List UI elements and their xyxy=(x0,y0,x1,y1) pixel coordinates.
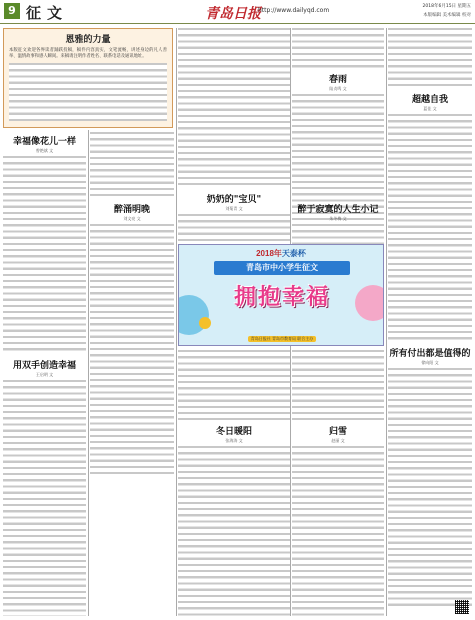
article-byline: 曾艳斌 文 xyxy=(35,148,54,153)
page-header xyxy=(0,0,475,24)
notice-title: 恩雅的力量 xyxy=(65,35,111,45)
column-divider xyxy=(176,28,177,616)
banner-organizers: 青岛日报社 青岛市教育局 联合主办 xyxy=(248,336,317,342)
article-body xyxy=(90,132,174,198)
article-body xyxy=(178,214,290,242)
article-title: 幸福像花儿一样 xyxy=(12,137,76,147)
article-body xyxy=(292,446,384,616)
column-divider xyxy=(88,130,89,616)
column-3-bottom xyxy=(178,350,290,616)
editor-credits: 本版编辑 美术编辑 校对 xyxy=(423,13,471,18)
website-url[interactable]: http://www.dailyqd.com xyxy=(258,7,330,14)
banner-year: 2018年 xyxy=(256,249,282,258)
article-body xyxy=(388,368,472,608)
article-body xyxy=(388,114,472,342)
issue-date: 2018年6月15日 星期五 xyxy=(422,4,471,9)
notice-box xyxy=(3,28,173,128)
section-title: 征文 xyxy=(26,4,69,22)
column-2 xyxy=(90,132,174,616)
article-body xyxy=(3,380,86,616)
article-title: 超越自我 xyxy=(411,95,448,105)
article-title: 所有付出都是值得的 xyxy=(389,349,471,359)
decorative-bubble xyxy=(355,285,384,321)
article-title: 醉涌明晚 xyxy=(113,205,150,215)
article-title: 归雪 xyxy=(328,427,347,437)
essay-contest-banner[interactable] xyxy=(178,244,384,346)
banner-main-title: 拥抱幸福 xyxy=(233,285,330,310)
article-title: 奶奶的"宝贝" xyxy=(206,195,262,205)
page-number: 9 xyxy=(4,3,20,19)
article-body xyxy=(90,224,174,478)
article-title: 春雨 xyxy=(328,75,347,85)
banner-heading xyxy=(179,248,383,259)
banner-brand: 天泰杯 xyxy=(281,249,306,258)
article-body xyxy=(178,446,290,616)
article-title: 醉于寂寞的人生小记 xyxy=(297,205,379,215)
article-byline: 刘文亮 文 xyxy=(123,216,141,221)
column-4 xyxy=(292,28,384,228)
article-title: 冬日暖阳 xyxy=(215,427,252,437)
article-body xyxy=(292,350,384,420)
article-byline: 赵丽 文 xyxy=(331,438,345,443)
notice-text-lines xyxy=(9,63,167,121)
article-byline: 陆贞鸣 文 xyxy=(329,86,347,91)
banner-subtitle: 青岛市中小学生征文 xyxy=(214,261,350,275)
article-byline: 王启明 文 xyxy=(35,372,54,377)
article-body xyxy=(292,224,384,244)
decorative-bubble xyxy=(199,317,211,329)
article-byline: 蓝佳 文 xyxy=(423,106,437,111)
article-body xyxy=(178,350,290,420)
column-3 xyxy=(178,28,290,242)
article-byline: 刘菊青 文 xyxy=(225,206,243,211)
column-5 xyxy=(388,28,472,616)
masthead-logo: 青岛日报 xyxy=(205,6,261,22)
article-title: 用双手创造幸福 xyxy=(12,361,76,371)
article-byline: 徐向阳 文 xyxy=(421,360,439,365)
notice-body: 本版征文欢迎各界读者踊跃投稿，稿件内容真实，文笔流畅，讲述身边的凡人善举、温情故事和感人瞬间。来稿请注明作者姓名、联系电话及通讯地址。 xyxy=(9,48,167,60)
column-divider xyxy=(386,28,387,616)
article-body xyxy=(3,156,86,352)
qr-code-icon[interactable] xyxy=(455,600,469,614)
article-body xyxy=(388,28,472,88)
column-1 xyxy=(3,132,86,616)
decorative-bubble xyxy=(178,295,209,335)
article-body xyxy=(292,28,384,68)
article-byline: 朱冬梅 文 xyxy=(329,216,347,221)
article-byline: 张海涛 文 xyxy=(225,438,243,443)
column-4-bottom xyxy=(292,350,384,616)
banner-footer xyxy=(189,336,375,342)
article-body xyxy=(178,28,290,188)
column-4-mid xyxy=(292,200,384,244)
